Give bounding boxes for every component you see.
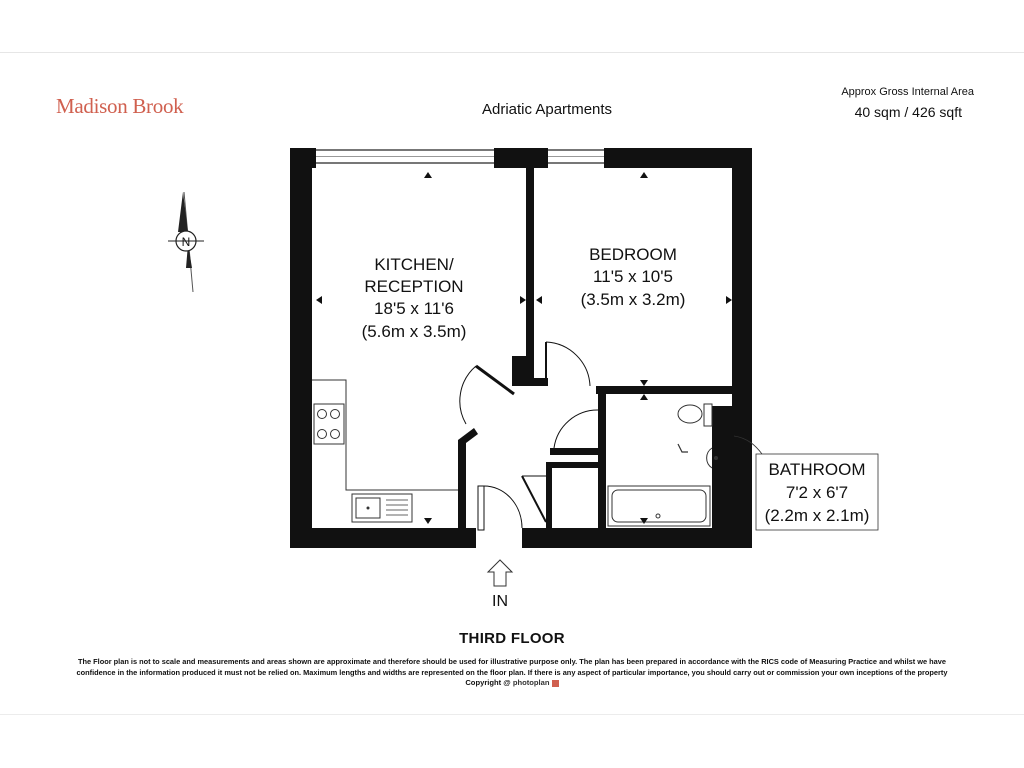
- copyright-prefix: Copyright @: [465, 678, 511, 687]
- compass-icon: [168, 192, 204, 292]
- bathroom-name: BATHROOM: [768, 460, 866, 479]
- kitchen-name-line2: RECEPTION: [364, 277, 464, 296]
- photoplan-logo-icon: [552, 680, 559, 687]
- entrance-arrow-icon: [488, 560, 512, 586]
- compass-label: N: [181, 235, 191, 249]
- bedroom-size-metric: (3.5m x 3.2m): [580, 290, 686, 309]
- disclaimer: [40, 656, 984, 678]
- area-value: 40 sqm / 426 sqft: [854, 104, 962, 120]
- copyright-brand: photoplan: [512, 678, 550, 687]
- kitchen-name-line1: KITCHEN/: [374, 255, 454, 274]
- copyright: [0, 678, 1024, 687]
- project-title: Adriatic Apartments: [482, 101, 613, 118]
- kitchen-size-metric: (5.6m x 3.5m): [361, 322, 467, 341]
- disclaimer-line-2: confidence in the information produced it must not be relied on. Maximum lengths and widths are represented on the floor plan. If there is any aspect of particular importance, you should carry out or commission your own inceptions of the property: [76, 668, 948, 677]
- floor-title: THIRD FLOOR: [459, 630, 565, 647]
- bedroom-name: BEDROOM: [589, 245, 677, 264]
- disclaimer-line-1: The Floor plan is not to scale and measurements and areas shown are approximate and therefore should be used for illustrative purpose only. The plan has been prepared in accordance with the RICS code of Measuring Practice and whilst we have: [77, 657, 947, 666]
- brand-logo: Madison Brook: [56, 94, 184, 118]
- bathroom-size-metric: (2.2m x 2.1m): [764, 506, 870, 525]
- bottom-divider: [0, 714, 1024, 715]
- kitchen-size-imperial: 18'5 x 11'6: [374, 299, 454, 318]
- entrance-label: IN: [492, 593, 508, 610]
- bedroom-label: [581, 245, 686, 309]
- bedroom-size-imperial: 11'5 x 10'5: [593, 267, 673, 286]
- area-label: Approx Gross Internal Area: [841, 86, 974, 98]
- bathroom-size-imperial: 7'2 x 6'7: [785, 483, 849, 502]
